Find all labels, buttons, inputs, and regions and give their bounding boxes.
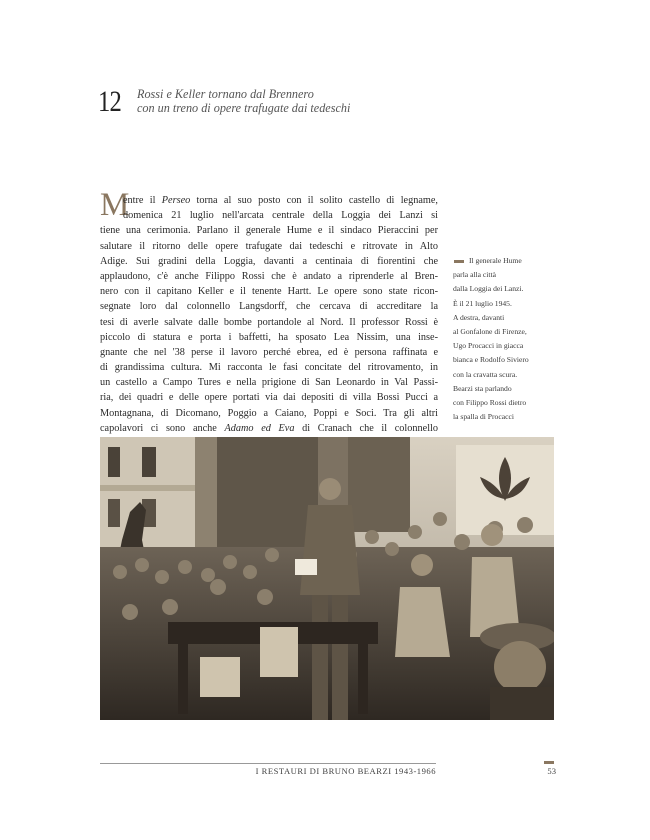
body-line: capolavori ci sono anche Adamo ed Eva di Cranach che il colonnello (100, 422, 438, 434)
chapter-title-line1: Rossi e Keller tornano dal Brennero (137, 87, 314, 101)
page-number-mark (544, 761, 554, 764)
photo-illustration (100, 437, 554, 720)
body-line: entre il Perseo torna al suo posto con il solito castello di legname, (123, 195, 438, 206)
caption-line: con la cravatta scura. (453, 369, 518, 379)
caption-line: con Filippo Rossi dietro (453, 398, 527, 408)
body-line: domenica 21 luglio nell'arcata centrale della Loggia dei Lanzi si (123, 210, 438, 222)
body-line: piccolo di statura e porta i baffetti, ha sposato Lea Nissim, una inse- (100, 331, 438, 343)
chapter-title-line2: con un treno di opere trafugate dai tedeschi (137, 101, 351, 115)
body-line: salutare il ritorno delle opere trafugate dai tedeschi e ritrovate in Alto (100, 240, 438, 252)
photo-caption (453, 254, 563, 424)
body-line: ria, dei quadri e delle opere portati via dai depositi di villa Bossi Pucci a (100, 392, 438, 404)
footer-rule (100, 763, 436, 764)
chapter-title (137, 87, 350, 115)
body-line: un castello a Campo Tures e nella prigione di San Leonardo in Val Passi- (100, 377, 438, 389)
caption-line: A destra, davanti (453, 312, 505, 322)
caption-line: dalla Loggia dei Lanzi. (453, 284, 524, 294)
body-line: Adige. Sui gradini della Loggia, davanti a centinaia di fiorentini che (100, 255, 438, 267)
chapter-number: 12 (98, 85, 121, 118)
caption-line: bianca e Rodolfo Siviero (453, 355, 529, 365)
caption-bullet-icon (454, 260, 464, 263)
body-line: applaudono, c'è anche Filippo Rossi che è andato a riprenderle al Bren- (100, 270, 438, 282)
caption-line: la spalla di Procacci (453, 412, 514, 422)
body-text (100, 193, 438, 436)
caption-line: Bearzi sta parlando (453, 383, 512, 393)
caption-line: È il 21 luglio 1945. (453, 298, 512, 308)
caption-line: al Gonfalone di Firenze, (453, 327, 527, 337)
historical-photo (100, 437, 554, 720)
running-footer: I RESTAURI DI BRUNO BEARZI 1943-1966 (255, 766, 436, 776)
body-line: tiene una cerimonia. Parlano il generale Hume e il sindaco Pieraccini per (100, 225, 438, 237)
caption-line: parla alla città (453, 270, 497, 280)
caption-line: Il generale Hume (469, 256, 522, 265)
caption-line: Ugo Procacci in giacca (453, 341, 524, 351)
chapter-heading (98, 84, 568, 124)
body-line: nero con il capitano Keller e il tenente Hartt. Le opere sono state ricon- (100, 286, 438, 298)
body-line: Montagnana, di Dicomano, Poggio a Caiano, Poppi e Soci. Tra gli altri (100, 407, 438, 419)
page-number: 53 (547, 766, 556, 776)
body-line: tesi di averle salvate dalle bombe portandole al Nord. Il professor Rossi è (100, 316, 438, 328)
body-line: di grandissima cultura. Mi racconta le fasi concitate del ritrovamento, in (100, 362, 438, 374)
body-line: gnante che nel '38 perse il lavoro perché ebrea, ed è persona raffinata e (100, 346, 438, 358)
body-line: segnate loro dal colonnello Langsdorff, che cercava di accreditare la (100, 301, 438, 313)
drop-cap: M (100, 187, 130, 223)
